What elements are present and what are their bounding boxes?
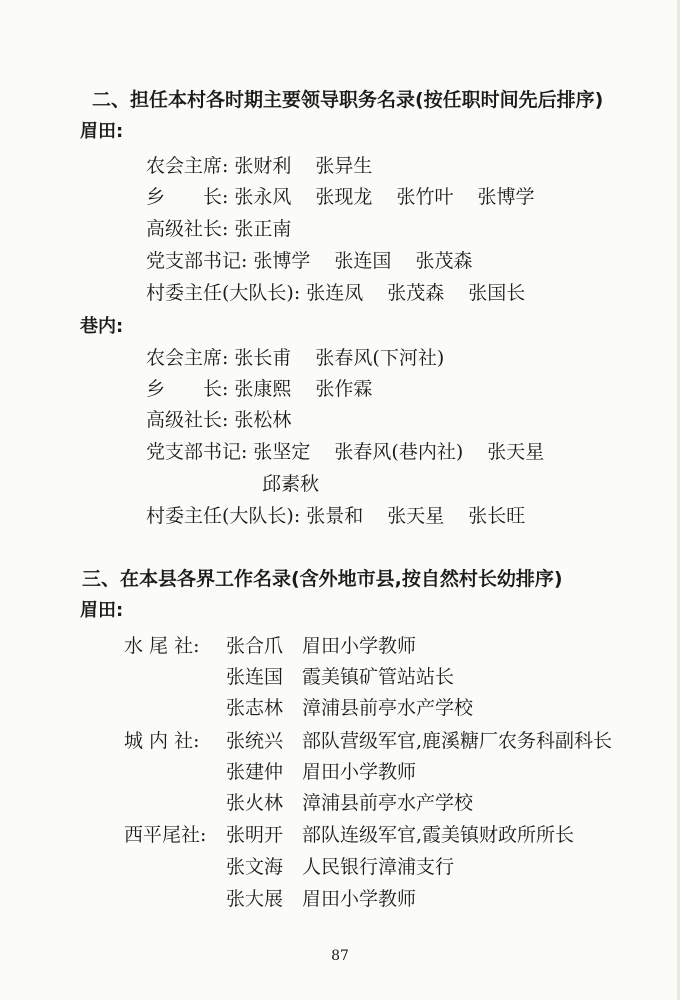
job-title: 漳浦县前亭水产学校 [302, 697, 474, 719]
leader-row [146, 217, 315, 241]
person-name: 张长旺 [468, 505, 526, 527]
leader-row [146, 249, 496, 273]
person-name: 张天星 [487, 441, 545, 463]
person-name: 张作霖 [315, 378, 373, 400]
person-name: 张大展 [226, 888, 284, 910]
person-name: 邱素秋 [262, 473, 320, 495]
person-name: 张文海 [226, 856, 284, 878]
job-title: 漳浦县前亭水产学校 [302, 792, 474, 814]
role-label: 乡 长: [146, 186, 229, 208]
person-name: 张坚定 [253, 441, 311, 463]
person-name: 张火林 [226, 792, 284, 814]
leader-row [146, 346, 468, 370]
leader-row [146, 408, 315, 432]
person-name: 张建仲 [226, 761, 284, 783]
person-name: 张连国 [226, 666, 284, 688]
person-name: 张连国 [334, 250, 392, 272]
person-name: 张春风(下河社) [315, 347, 445, 369]
section-2-title: 二、担任本村各时期主要领导职务名录(按任职时间先后排序) [92, 89, 604, 111]
person-name: 张志林 [226, 697, 284, 719]
role-label: 农会主席: [146, 155, 229, 177]
she-label: 西平尾社: [124, 824, 207, 846]
leader-row [146, 377, 396, 401]
person-name: 张异生 [315, 155, 373, 177]
role-label: 高级社长: [146, 218, 229, 240]
leader-row [146, 281, 549, 305]
role-label: 党支部书记: [146, 250, 248, 272]
person-name: 张春风(巷内社) [334, 441, 464, 463]
leader-row [146, 154, 396, 178]
person-name: 张现龙 [315, 186, 373, 208]
role-label: 乡 长: [146, 378, 229, 400]
person-name: 张长甫 [234, 347, 292, 369]
job-title: 人民银行漳浦支行 [302, 856, 455, 878]
leader-row [146, 504, 549, 528]
person-name: 张竹叶 [396, 186, 454, 208]
role-label: 村委主任(大队长): [146, 282, 301, 304]
person-name: 张博学 [253, 250, 311, 272]
role-label: 农会主席: [146, 347, 229, 369]
person-name: 张国长 [468, 282, 526, 304]
job-title: 眉田小学教师 [302, 888, 417, 910]
person-name: 张连凤 [306, 282, 364, 304]
she-label: 城 内 社: [124, 730, 200, 752]
job-title: 部队连级军官,霞美镇财政所所长 [302, 824, 575, 846]
person-name: 张财利 [234, 155, 292, 177]
job-title: 眉田小学教师 [302, 761, 417, 783]
person-name: 张正南 [234, 218, 292, 240]
person-name: 张永风 [234, 186, 292, 208]
group-label-meitian: 眉田: [80, 121, 124, 142]
role-label: 村委主任(大队长): [146, 505, 301, 527]
person-name: 张天星 [387, 505, 445, 527]
person-name: 张合爪 [226, 635, 284, 657]
leader-row [146, 440, 568, 464]
person-name: 张博学 [477, 186, 535, 208]
role-label: 党支部书记: [146, 441, 248, 463]
person-name: 张松林 [234, 409, 292, 431]
person-name: 张统兴 [226, 730, 284, 752]
section-3-title: 三、在本县各界工作名录(含外地市县,按自然村长幼排序) [82, 568, 563, 590]
group-label-xiangnei: 巷内: [80, 316, 124, 337]
leader-row-continuation [262, 472, 343, 496]
person-name: 张明开 [226, 824, 284, 846]
person-name: 张康熙 [234, 378, 292, 400]
page-number: 87 [331, 948, 349, 964]
she-label: 水 尾 社: [124, 635, 200, 657]
person-name: 张茂森 [415, 250, 473, 272]
job-title: 眉田小学教师 [302, 635, 417, 657]
person-name: 张茂森 [387, 282, 445, 304]
person-name: 张景和 [306, 505, 364, 527]
job-title: 部队营级军官,鹿溪糖厂农务科副科长 [302, 730, 613, 752]
group-label-meitian-sec3: 眉田: [80, 600, 124, 621]
leader-row [146, 185, 558, 209]
job-title: 霞美镇矿管站站长 [302, 666, 455, 688]
role-label: 高级社长: [146, 409, 229, 431]
